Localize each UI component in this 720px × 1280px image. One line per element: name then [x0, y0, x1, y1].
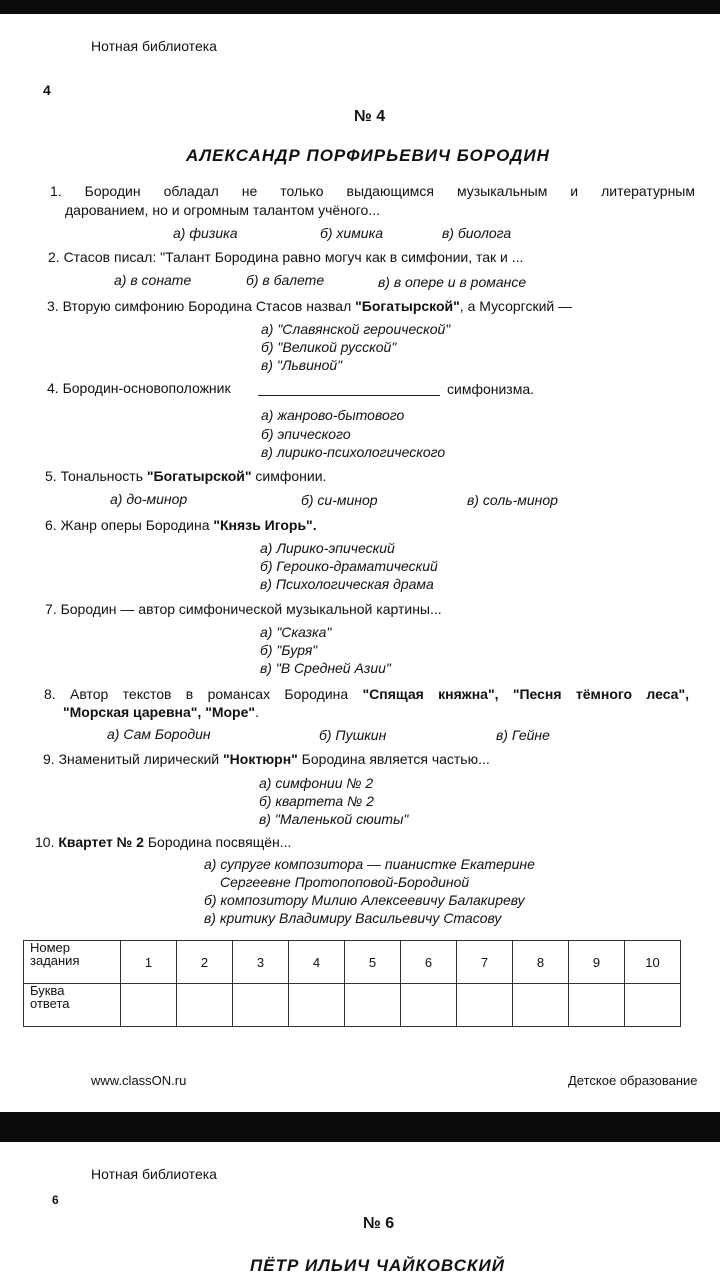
page-title: АЛЕКСАНДР ПОРФИРЬЕВИЧ БОРОДИН	[186, 146, 550, 165]
task-number-cell: 3	[233, 941, 289, 984]
question-2-option-b: б) в балете	[246, 272, 325, 288]
question-1-option-c: в) биолога	[442, 225, 512, 241]
question-10-option-c: в) критику Владимиру Васильевичу Стасову	[204, 910, 502, 926]
question-5-option-b: б) си-минор	[301, 492, 378, 508]
answer-cell[interactable]	[457, 984, 513, 1027]
page-number: 4	[43, 82, 51, 98]
answer-cell[interactable]	[345, 984, 401, 1027]
question-7-option-b: б) "Буря"	[260, 642, 318, 658]
page-header: Нотная библиотека	[91, 38, 217, 54]
task-number-cell: 6	[401, 941, 457, 984]
question-8-option-b: б) Пушкин	[319, 727, 387, 743]
answer-cell[interactable]	[513, 984, 569, 1027]
answer-cell[interactable]	[289, 984, 345, 1027]
task-number-cell: 8	[513, 941, 569, 984]
question-6-option-b: б) Героико-драматический	[260, 558, 438, 574]
question-3-option-a: а) "Славянской героической"	[261, 321, 451, 337]
question-8-line-1: 8. Автор текстов в романсах Бородина "Спящая княжна", "Песня тёмного леса",	[44, 686, 689, 702]
question-1-line-2: дарованием, но и огромным талантом учёного...	[65, 202, 380, 218]
footer-website: www.classON.ru	[91, 1073, 187, 1088]
top-dark-bar	[0, 0, 720, 14]
answer-table	[23, 940, 681, 1027]
question-10-option-b: б) композитору Милию Алексеевичу Балакиреву	[204, 892, 525, 908]
page-header: Нотная библиотека	[91, 1166, 217, 1182]
table-row-label: Номер задания	[24, 941, 121, 984]
question-10-option-a-line-2: Сергеевне Протопоповой-Бородиной	[220, 874, 470, 890]
task-number-cell: 9	[569, 941, 625, 984]
question-7: 7. Бородин — автор симфонической музыкальной картины...	[45, 601, 442, 617]
question-6-option-a: а) Лирико-эпический	[260, 540, 395, 556]
question-9: 9. Знаменитый лирический "Ноктюрн" Бородина является частью...	[43, 751, 490, 767]
question-10: 10. Квартет № 2 Бородина посвящён...	[35, 834, 292, 850]
question-4-start: 4. Бородин-основоположник	[47, 380, 231, 396]
question-4-option-c: в) лирико-психологического	[261, 444, 446, 460]
question-2-option-c: в) в опере и в романсе	[378, 274, 527, 290]
test-number: № 6	[363, 1215, 395, 1232]
page-separator-bar	[0, 1112, 720, 1142]
answer-cell[interactable]	[233, 984, 289, 1027]
question-1-option-b: б) химика	[320, 225, 383, 241]
question-8-option-c: в) Гейне	[496, 727, 550, 743]
question-4-option-b: б) эпического	[261, 426, 351, 442]
task-number-cell: 1	[121, 941, 177, 984]
question-3: 3. Вторую симфонию Бородина Стасов назвал "Богатырской", а Мусоргский —	[47, 298, 573, 314]
answer-blank-line	[258, 395, 440, 396]
answer-cell[interactable]	[569, 984, 625, 1027]
question-3-option-b: б) "Великой русской"	[261, 339, 397, 355]
question-5-option-c: в) соль-минор	[467, 492, 558, 508]
question-7-option-a: а) "Сказка"	[260, 624, 332, 640]
question-5: 5. Тональность "Богатырской" симфонии.	[45, 468, 327, 484]
question-8-option-a: а) Сам Бородин	[107, 726, 211, 742]
answer-cell[interactable]	[401, 984, 457, 1027]
footer-category: Детское образование	[568, 1073, 698, 1088]
table-row-task-number	[24, 941, 681, 984]
question-9-option-a: а) симфонии № 2	[259, 775, 374, 791]
question-8-line-2: "Морская царевна", "Море".	[63, 704, 259, 720]
question-6: 6. Жанр оперы Бородина "Князь Игорь".	[45, 517, 317, 533]
task-number-cell: 2	[177, 941, 233, 984]
answer-cell[interactable]	[625, 984, 681, 1027]
question-1-option-a: а) физика	[173, 225, 238, 241]
task-number-cell: 5	[345, 941, 401, 984]
question-7-option-c: в) "В Средней Азии"	[260, 660, 391, 676]
question-3-option-c: в) "Львиной"	[261, 357, 343, 373]
answer-cell[interactable]	[121, 984, 177, 1027]
question-6-option-c: в) Психологическая драма	[260, 576, 434, 592]
table-row-answer-letter	[24, 984, 681, 1027]
question-4-option-a: а) жанрово-бытового	[261, 407, 405, 423]
task-number-cell: 10	[625, 941, 681, 984]
page-number: 6	[52, 1193, 59, 1207]
question-10-option-a-line-1: а) супруге композитора — пианистке Екатерине	[204, 856, 535, 872]
task-number-cell: 4	[289, 941, 345, 984]
question-9-option-b: б) квартета № 2	[259, 793, 374, 809]
question-2: 2. Стасов писал: "Талант Бородина равно могуч как в симфонии, так и ...	[48, 249, 524, 265]
question-9-option-c: в) "Маленькой сюиты"	[259, 811, 409, 827]
page-title: ПЁТР ИЛЬИЧ ЧАЙКОВСКИЙ	[250, 1256, 505, 1275]
test-number: № 4	[354, 108, 386, 125]
table-row-label: Буква ответа	[24, 984, 121, 1027]
task-number-cell: 7	[457, 941, 513, 984]
question-2-option-a: а) в сонате	[114, 272, 192, 288]
question-5-option-a: а) до-минор	[110, 491, 188, 507]
question-4-end: симфонизма.	[447, 381, 535, 397]
question-1-line-1: 1. Бородин обладал не только выдающимся музыкальным и литературным	[50, 183, 695, 199]
answer-cell[interactable]	[177, 984, 233, 1027]
